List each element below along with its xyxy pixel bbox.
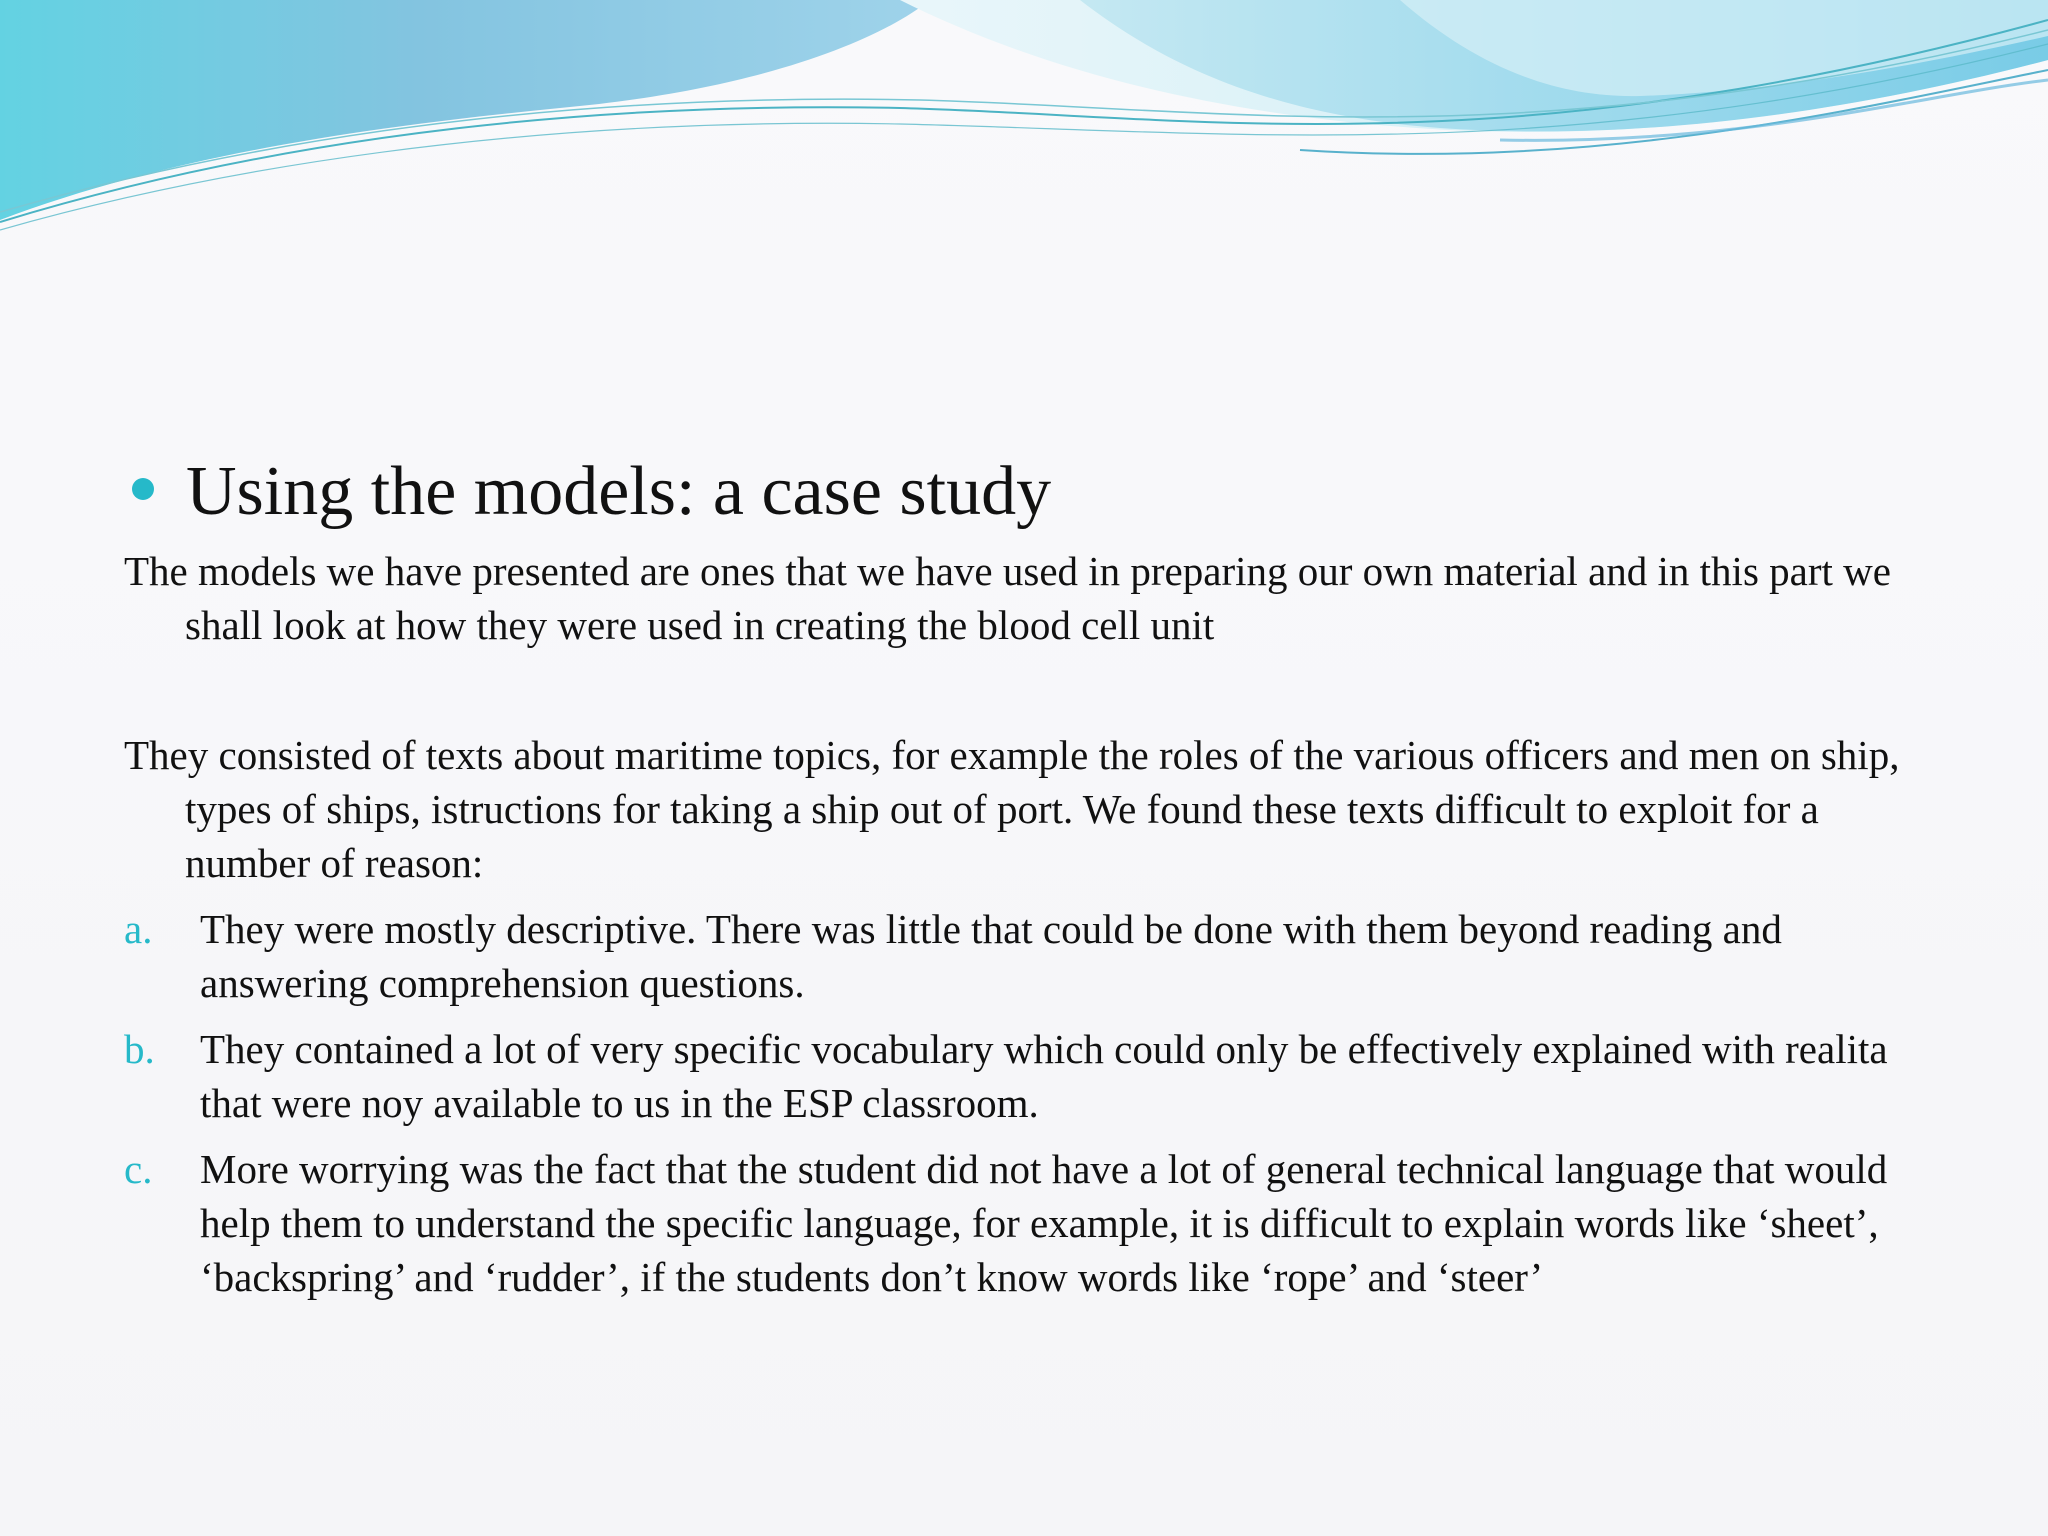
intro-paragraph: The models we have presented are ones that we have used in preparing our own material and in this part we shall look at how they were used in creating the blood cell unit	[124, 548, 1891, 648]
list-item	[124, 902, 1944, 1010]
texts-paragraph: They consisted of texts about maritime topics, for example the roles of the various officers and men on ship, types of ships, istructions for taking a ship out of port. We found these texts difficult to exploit for a number of reason:	[124, 732, 1900, 886]
list-item-text: They contained a lot of very specific vocabulary which could only be effectively explained with realita that were noy available to us in the ESP classroom.	[200, 1026, 1888, 1126]
list-marker: a.	[124, 906, 153, 952]
list-marker: c.	[124, 1146, 153, 1192]
list-item-text: More worrying was the fact that the student did not have a lot of general technical language that would help them to understand the specific language, for example, it is difficult to explain words like ‘sheet’, ‘backspring’ and ‘rudder’, if the students don’t know words like ‘rope’ and ‘steer’	[200, 1146, 1888, 1300]
header-wave-decoration	[0, 0, 2048, 240]
list-marker: b.	[124, 1026, 155, 1072]
slide-content	[124, 450, 1944, 1316]
reasons-list	[124, 902, 1944, 1304]
slide-title: Using the models: a case study	[186, 453, 1052, 530]
list-item-text: They were mostly descriptive. There was little that could be done with them beyond reading and answering comprehension questions.	[200, 906, 1782, 1006]
title-row	[124, 450, 1944, 540]
circle-bullet-icon	[132, 478, 154, 500]
list-item	[124, 1142, 1944, 1304]
list-item	[124, 1022, 1944, 1130]
